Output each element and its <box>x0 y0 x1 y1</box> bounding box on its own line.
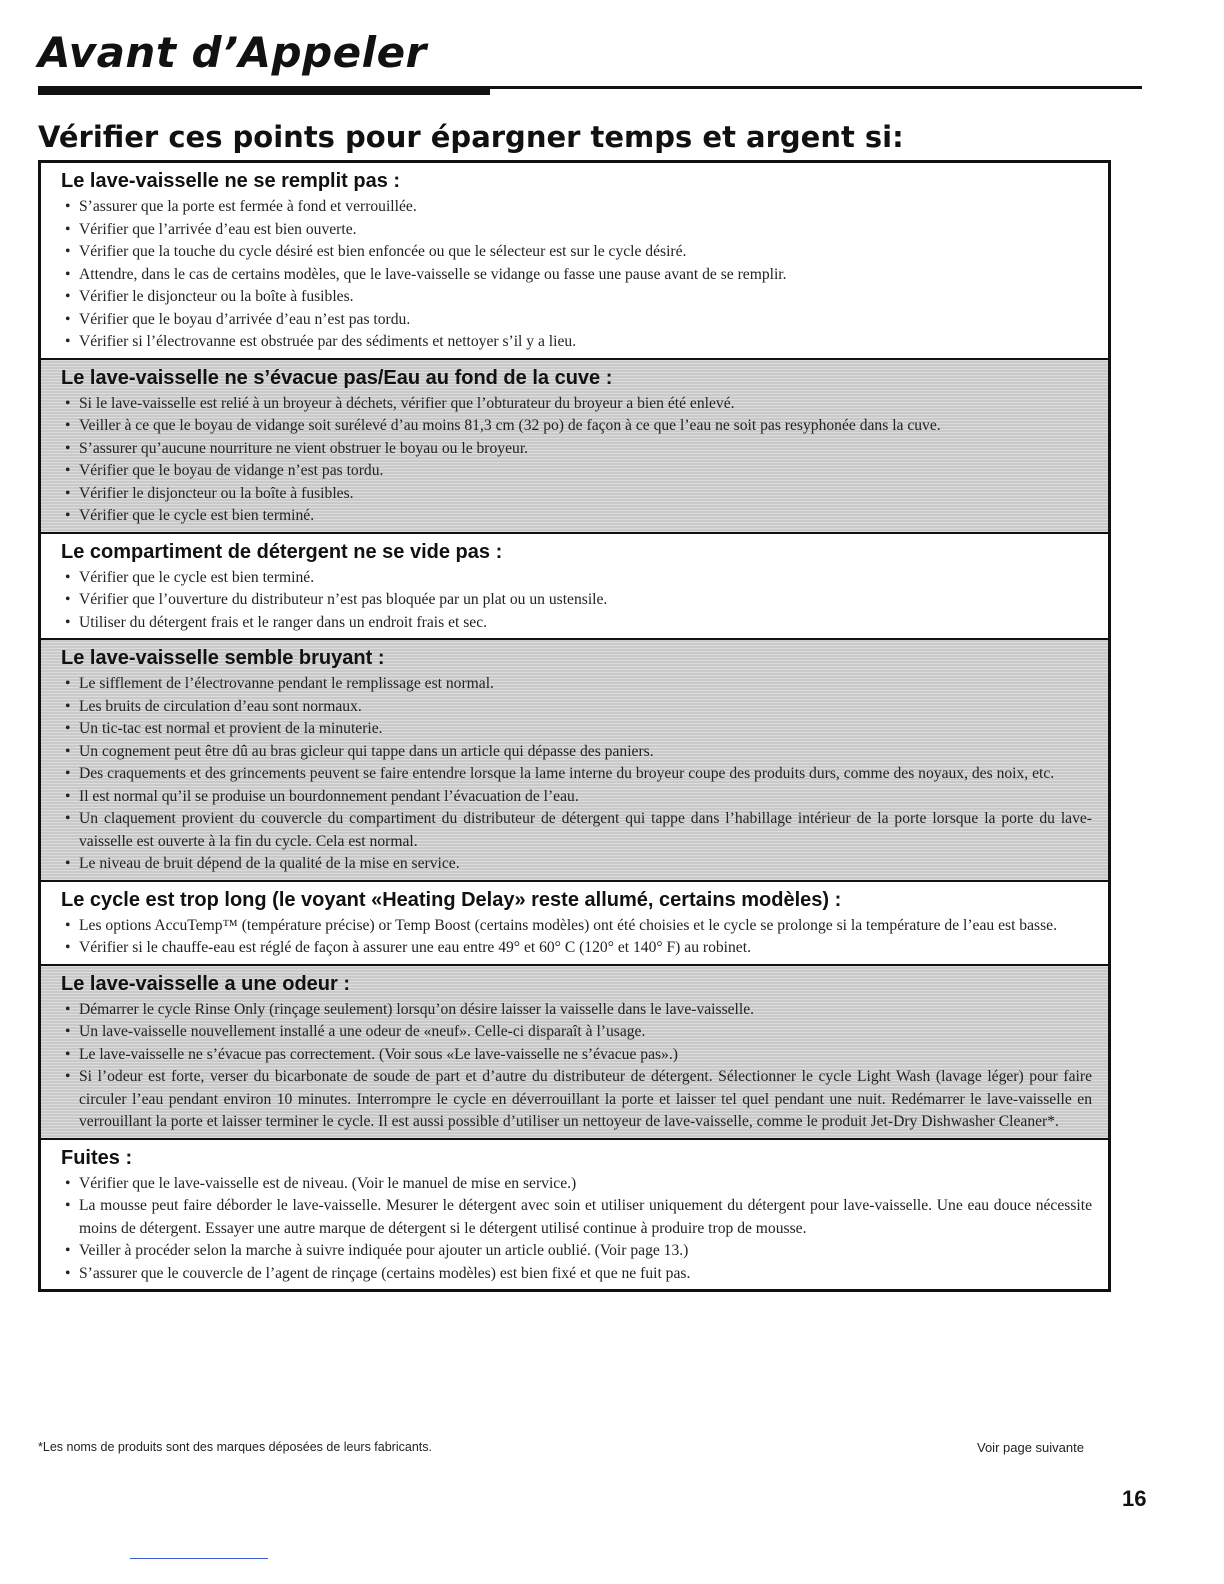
section-heading: Le lave-vaisselle a une odeur : <box>61 972 351 995</box>
bullet-item: • Veiller à ce que le boyau de vidange soit surélevé d’au moins 81,3 cm (32 po) de façon à ce que l’eau ne soit pas resyphonée dans la cuve. <box>61 415 1092 438</box>
trouble-section <box>41 964 1108 1138</box>
bullet-item: • Vérifier que l’ouverture du distributeur n’est pas bloquée par un plat ou un ustensile. <box>61 589 1092 612</box>
title-rule-thick <box>38 86 490 95</box>
section-bullet-list <box>61 196 1092 354</box>
bullet-item: • Un cognement peut être dû au bras gicleur qui tappe dans un article qui dépasse des paniers. <box>61 741 1092 764</box>
bullet-item: • Vérifier que le boyau d’arrivée d’eau n’est pas tordu. <box>61 309 1092 332</box>
trouble-section <box>41 880 1108 964</box>
troubleshooting-table <box>38 160 1111 1292</box>
section-bullet-list <box>61 673 1092 876</box>
bullet-item: • Attendre, dans le cas de certains modèles, que le lave-vaisselle se vidange ou fasse une pause avant de se remplir. <box>61 264 1092 287</box>
section-bullet-list <box>61 999 1092 1134</box>
next-page-note: Voir page suivante <box>977 1440 1084 1455</box>
section-heading: Le compartiment de détergent ne se vide pas : <box>61 540 503 563</box>
section-bullet-list <box>61 393 1092 528</box>
page-number: 16 <box>1122 1486 1147 1511</box>
page-subtitle: Vérifier ces points pour épargner temps et argent si: <box>38 120 904 154</box>
bullet-item: • Un lave-vaisselle nouvellement installé a une odeur de «neuf». Celle-ci disparaît à l’usage. <box>61 1021 1092 1044</box>
section-heading: Fuites : <box>61 1146 133 1169</box>
trademark-footnote: *Les noms de produits sont des marques déposées de leurs fabricants. <box>38 1440 432 1454</box>
bullet-item: • Utiliser du détergent frais et le ranger dans un endroit frais et sec. <box>61 612 1092 635</box>
bullet-item: • Démarrer le cycle Rinse Only (rinçage seulement) lorsqu’on désire laisser la vaisselle dans le lave-vaisselle. <box>61 999 1092 1022</box>
bullet-item: • Vérifier que le lave-vaisselle est de niveau. (Voir le manuel de mise en service.) <box>61 1173 1092 1196</box>
bullet-item: • Vérifier si le chauffe-eau est réglé de façon à assurer une eau entre 49° et 60° C (120° et 140° F) au robinet. <box>61 937 1092 960</box>
section-heading: Le cycle est trop long (le voyant «Heating Delay» reste allumé, certains modèles) : <box>61 888 842 911</box>
bullet-item: • S’assurer que le couvercle de l’agent de rinçage (certains modèles) est bien fixé et que ne fuit pas. <box>61 1263 1092 1286</box>
bullet-item: • Vérifier que l’arrivée d’eau est bien ouverte. <box>61 219 1092 242</box>
bullet-item: • S’assurer qu’aucune nourriture ne vient obstruer le boyau ou le broyeur. <box>61 438 1092 461</box>
bullet-item: • Les bruits de circulation d’eau sont normaux. <box>61 696 1092 719</box>
bullet-item: • Vérifier que le cycle est bien terminé. <box>61 505 1092 528</box>
bullet-item: • Le lave-vaisselle ne s’évacue pas correctement. (Voir sous «Le lave-vaisselle ne s’évacue pas».) <box>61 1044 1092 1067</box>
trouble-section <box>41 163 1108 358</box>
bullet-item: • Veiller à procéder selon la marche à suivre indiquée pour ajouter un article oublié. (Voir page 13.) <box>61 1240 1092 1263</box>
section-heading: Le lave-vaisselle ne se remplit pas : <box>61 170 401 192</box>
bullet-item: • Des craquements et des grincements peuvent se faire entendre lorsque la lame interne du broyeur coupe des produits durs, comme des noyaux, des noix, etc. <box>61 763 1092 786</box>
trouble-section <box>41 1138 1108 1290</box>
bullet-item: • Vérifier que le cycle est bien terminé. <box>61 567 1092 590</box>
section-bullet-list <box>61 915 1092 960</box>
bullet-item: • Il est normal qu’il se produise un bourdonnement pendant l’évacuation de l’eau. <box>61 786 1092 809</box>
section-heading: Le lave-vaisselle semble bruyant : <box>61 647 385 669</box>
bullet-item: • S’assurer que la porte est fermée à fond et verrouillée. <box>61 196 1092 219</box>
bullet-item: • La mousse peut faire déborder le lave-vaisselle. Mesurer le détergent avec soin et utiliser uniquement du détergent pour lave-vaisselle. Une eau douce nécessite moins de détergent. Essayer une autre marque de détergent si le détergent utilisé continue à produire trop de mousse. <box>61 1195 1092 1240</box>
title-rule-thin <box>490 86 1142 89</box>
trouble-section <box>41 532 1108 639</box>
bullet-item: • Vérifier si l’électrovanne est obstruée par des sédiments et nettoyer s’il y a lieu. <box>61 331 1092 354</box>
trouble-section <box>41 358 1108 532</box>
bullet-item: • Vérifier le disjoncteur ou la boîte à fusibles. <box>61 483 1092 506</box>
bullet-item: • Un tic-tac est normal et provient de la minuterie. <box>61 718 1092 741</box>
bullet-item: • Vérifier que la touche du cycle désiré est bien enfoncée ou que le sélecteur est sur le cycle désiré. <box>61 241 1092 264</box>
section-bullet-list <box>61 1173 1092 1286</box>
page-title: Avant d’Appeler <box>38 28 427 77</box>
section-bullet-list <box>61 567 1092 635</box>
trouble-section <box>41 638 1108 880</box>
bullet-item: • Vérifier le disjoncteur ou la boîte à fusibles. <box>61 286 1092 309</box>
bullet-item: • Si l’odeur est forte, verser du bicarbonate de soude de part et d’autre du distributeur de détergent. Sélectionner le cycle Light Wash (lavage léger) pour faire circuler l’eau pendant environ 10 minutes. Interrompre le cycle en déverrouillant la porte et laisser tel quel pendant une nuit. Redémarrer le lave-vaisselle en verrouillant la porte et laisser terminer le cycle. Il est aussi possible d’utiliser un nettoyeur de lave-vaisselle, comme le produit Jet-Dry Dishwasher Cleaner*. <box>61 1066 1092 1134</box>
section-heading: Le lave-vaisselle ne s’évacue pas/Eau au fond de la cuve : <box>61 366 613 389</box>
bullet-item: • Les options AccuTemp™ (température précise) or Temp Boost (certains modèles) ont été choisies et le cycle se prolonge si la température de l’eau est basse. <box>61 915 1092 938</box>
bottom-link-underline <box>130 1558 268 1559</box>
bullet-item: • Vérifier que le boyau de vidange n’est pas tordu. <box>61 460 1092 483</box>
bullet-item: • Le niveau de bruit dépend de la qualité de la mise en service. <box>61 853 1092 876</box>
bullet-item: • Le sifflement de l’électrovanne pendant le remplissage est normal. <box>61 673 1092 696</box>
bullet-item: • Un claquement provient du couvercle du compartiment du distributeur de détergent qui tappe dans l’habillage intérieur de la porte lorsque la porte du lave-vaisselle est ouverte à la fin du cycle. Cela est normal. <box>61 808 1092 853</box>
bullet-item: • Si le lave-vaisselle est relié à un broyeur à déchets, vérifier que l’obturateur du broyeur a bien été enlevé. <box>61 393 1092 416</box>
